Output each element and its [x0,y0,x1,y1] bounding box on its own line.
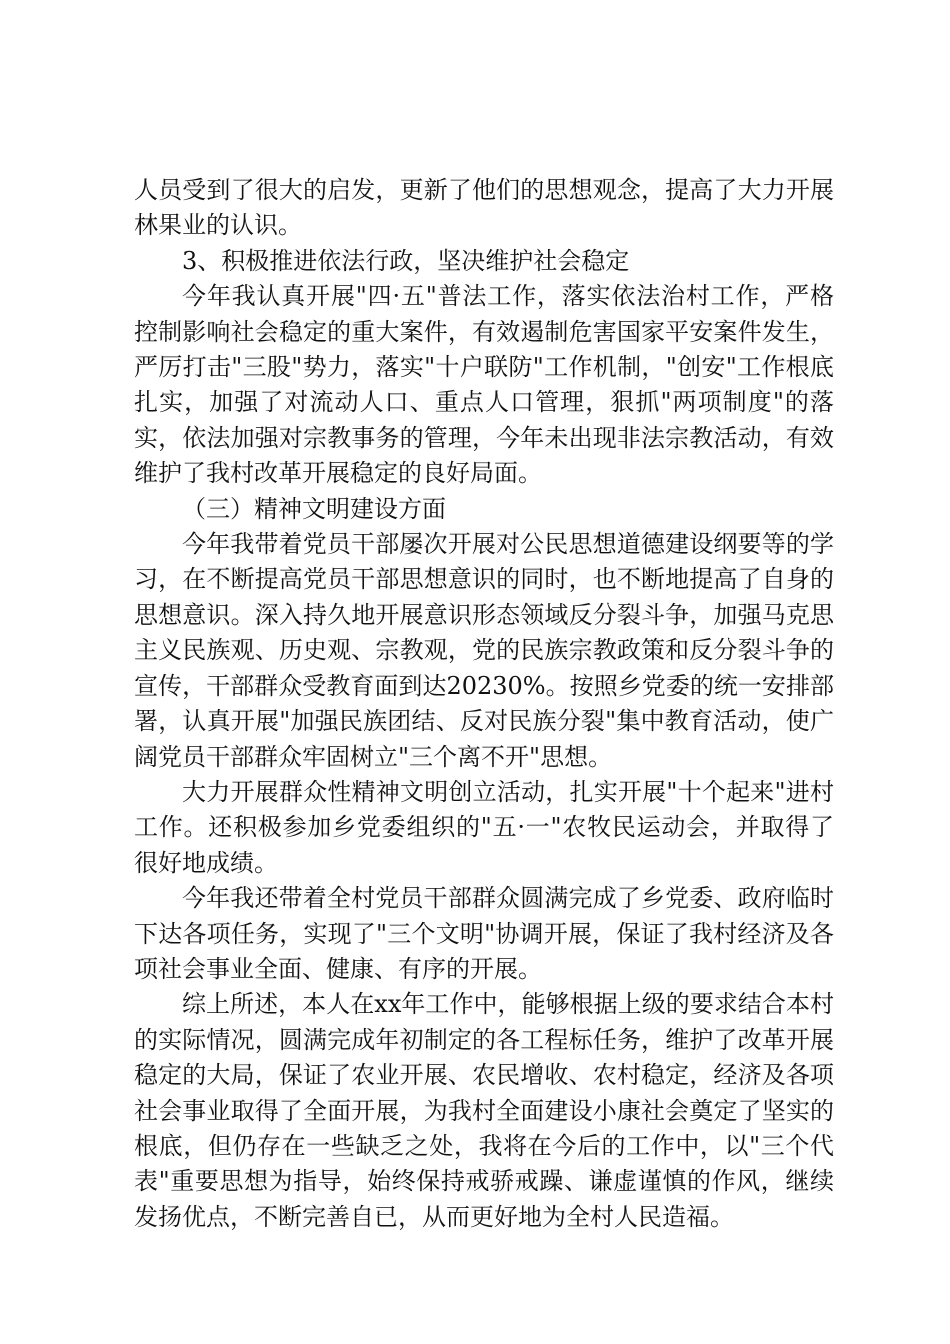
document-body [134,173,834,1235]
continuation-paragraph: 人员受到了很大的启发，更新了他们的思想观念，提高了大力开展林果业的认识。 [134,176,834,240]
section-heading-3: 3、积极推进依法行政，坚决维护社会稳定 [182,246,630,275]
paragraph-tasks-completed: 今年我还带着全村党员干部群众圆满完成了乡党委、政府临时下达各项任务，实现了"三个文明"协调开展，保证了我村经济及各项社会事业全面、健康、有序的开展。 [134,884,834,983]
section-heading-spiritual-civilization: （三）精神文明建设方面 [182,494,446,523]
paragraph-summary: 综上所述，本人在xx年工作中，能够根据上级的要求结合本村的实际情况，圆满完成年初制定的各工程标任务，维护了改革开展稳定的大局，保证了农业开展、农民增收、农村稳定，经济及各项社会事业取得了全面开展，为我村全面建设小康社会奠定了坚实的根底，但仍存在一些缺乏之处，我将在今后的工作中，以"三个代表"重要思想为指导，始终保持戒骄戒躁、谦虚谨慎的作风，继续发扬优点，不断完善自已，从而更好地为全村人民造福。 [134,990,834,1231]
paragraph-ideology-education: 今年我带着党员干部屡次开展对公民思想道德建设纲要等的学习，在不断提高党员干部思想意识的同时，也不断地提高了自身的思想意识。深入持久地开展意识形态领域反分裂斗争，加强马克思主义民族观、历史观、宗教观，党的民族宗教政策和反分裂斗争的宣传，干部群众受教育面到达20230%。按照乡党委的统一安排部署，认真开展"加强民族团结、反对民族分裂"集中教育活动，使广阔党员干部群众牢固树立"三个离不开"思想。 [134,530,834,771]
paragraph-legal-administration: 今年我认真开展"四·五"普法工作，落实依法治村工作，严格控制影响社会稳定的重大案件，有效遏制危害国家平安案件发生，严厉打击"三股"势力，落实"十户联防"工作机制，"创安"工作根底扎实，加强了对流动人口、重点人口管理，狠抓"两项制度"的落实，依法加强对宗教事务的管理，今年未出现非法宗教活动，有效维护了我村改革开展稳定的良好局面。 [134,282,834,488]
paragraph-civilization-activities: 大力开展群众性精神文明创立活动，扎实开展"十个起来"进村工作。还积极参加乡党委组织的"五·一"农牧民运动会，并取得了很好地成绩。 [134,777,834,877]
